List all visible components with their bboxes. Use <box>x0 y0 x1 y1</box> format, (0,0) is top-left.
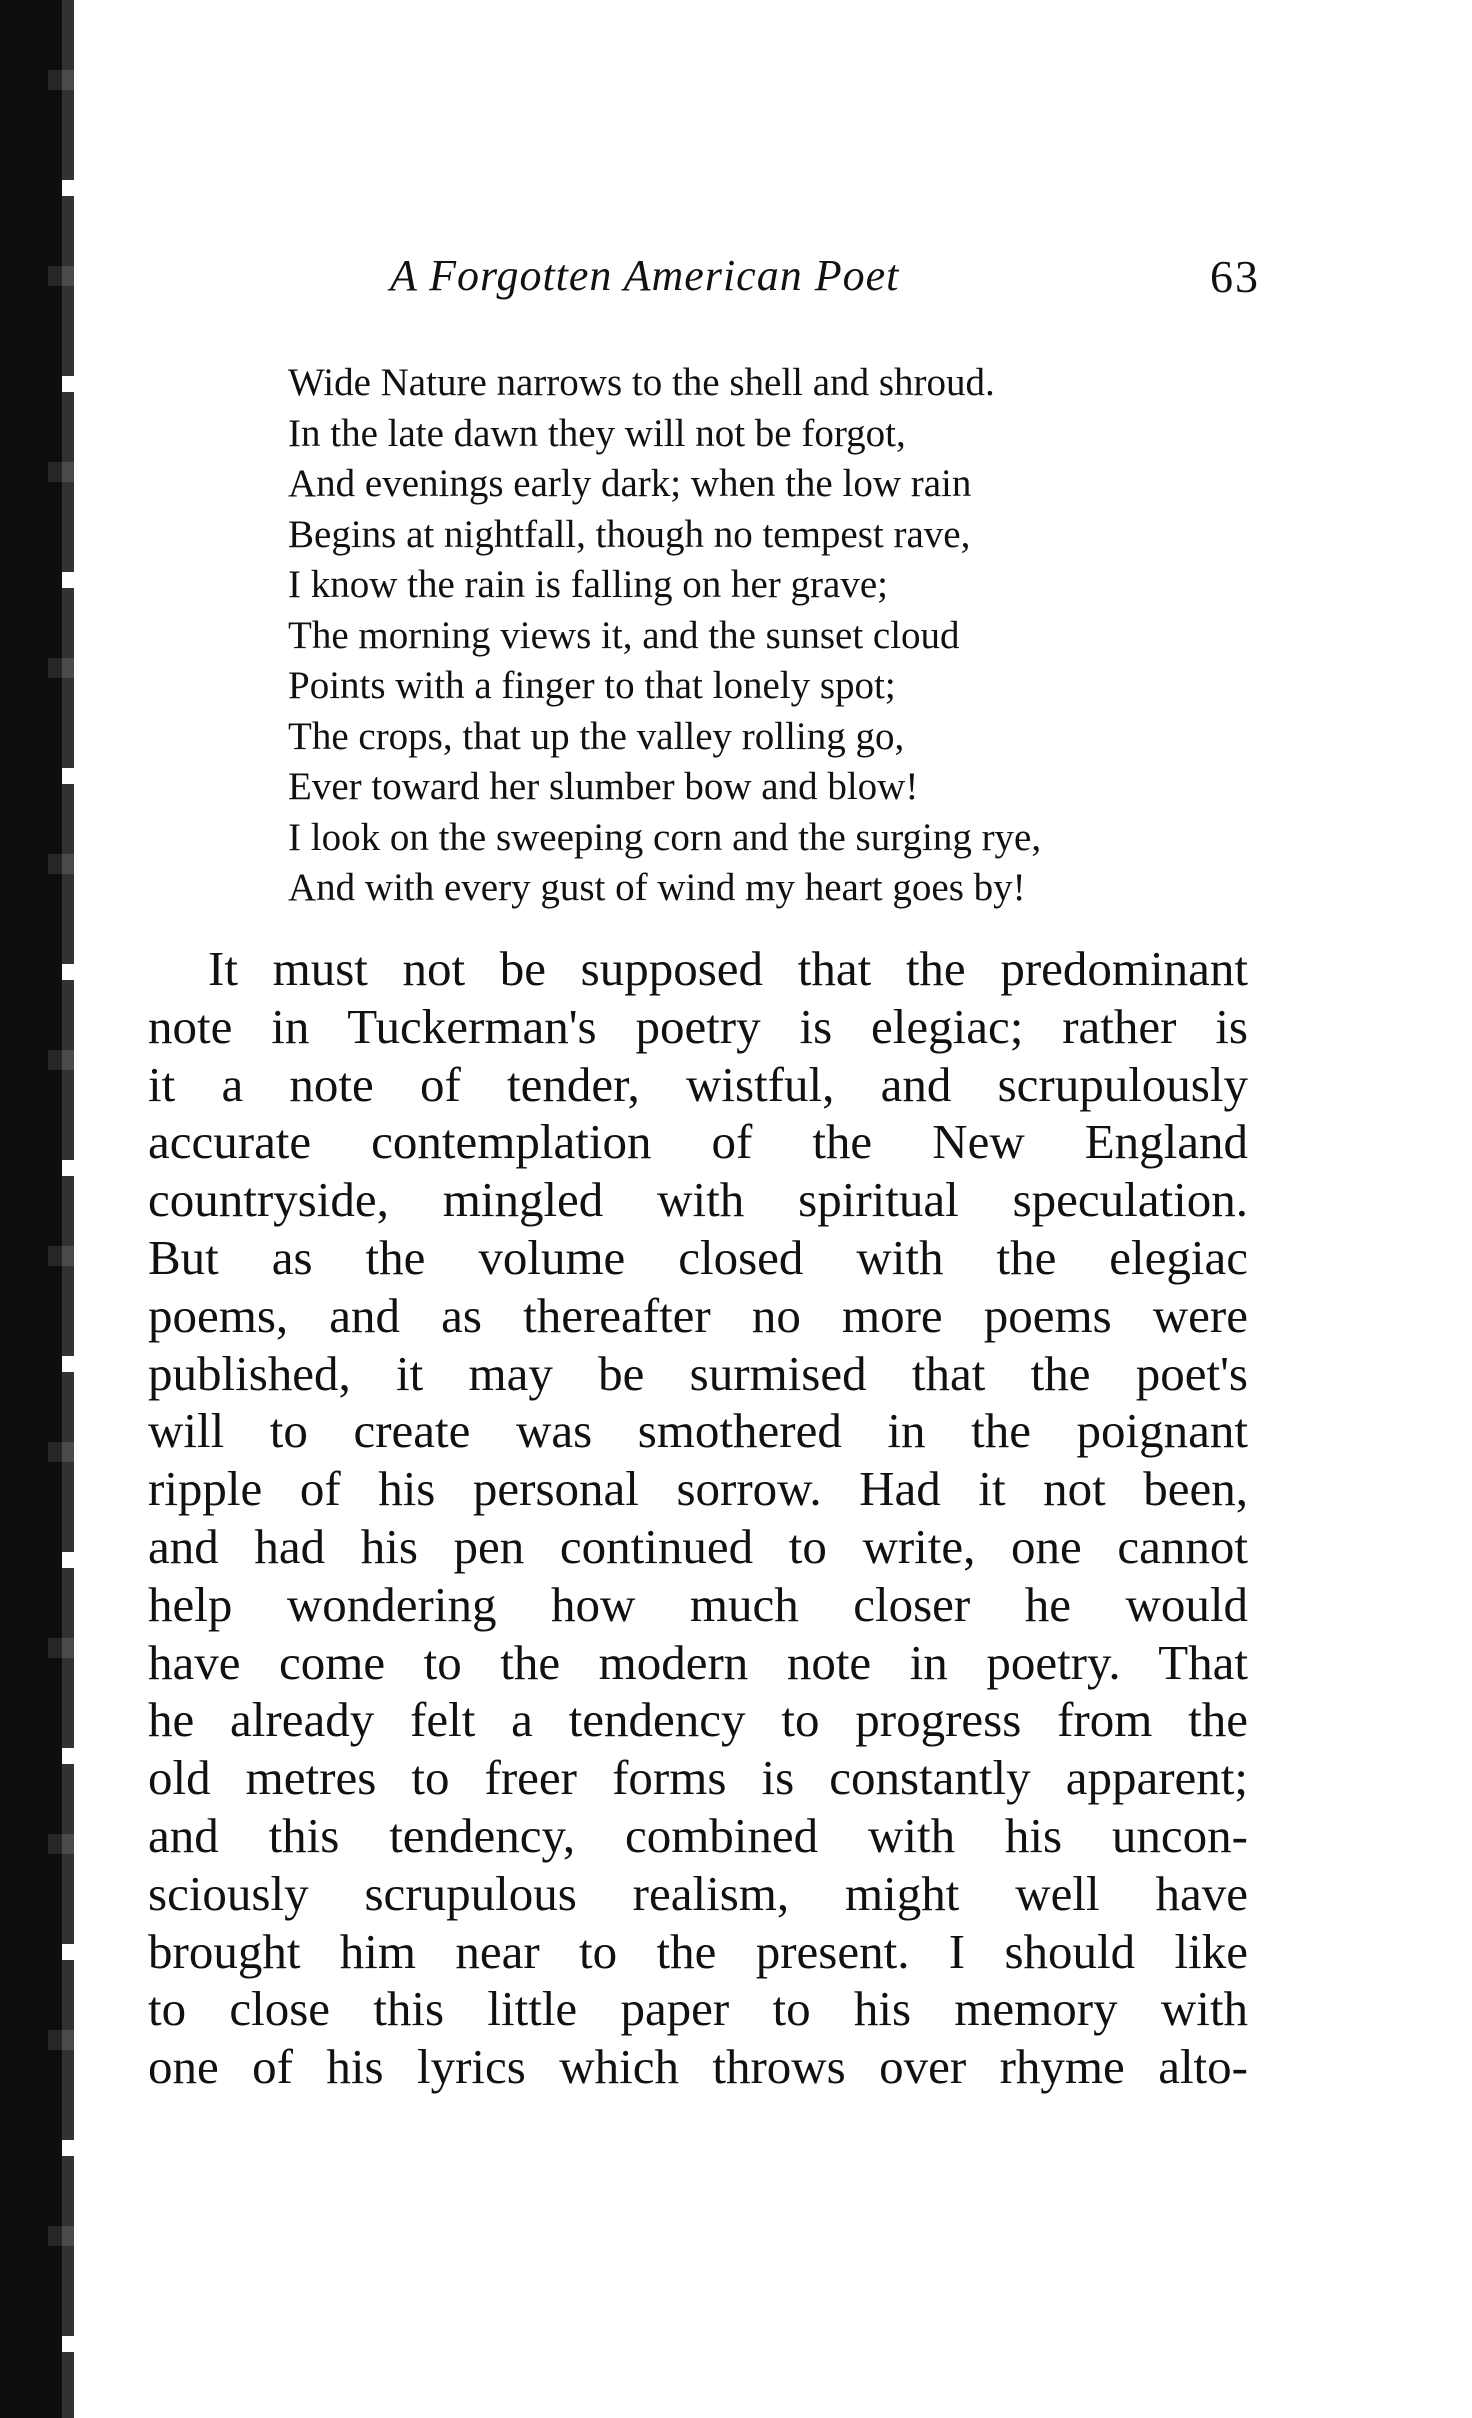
poem-line: The crops, that up the valley rolling go, <box>288 714 905 758</box>
paragraph-line: have come to the modern note in poetry. That <box>148 1634 1248 1690</box>
page-number: 63 <box>1210 251 1260 302</box>
poem-line: Begins at nightfall, though no tempest rave, <box>288 512 971 556</box>
poem-line: Points with a finger to that lonely spot; <box>288 664 896 707</box>
poem-line: I know the rain is falling on her grave; <box>288 563 888 606</box>
paragraph-line: and this tendency, combined with his uncon- <box>148 1807 1248 1863</box>
paragraph-line: note in Tuckerman's poetry is elegiac; rather is <box>148 998 1248 1054</box>
poem-line: In the late dawn they will not be forgot, <box>288 411 906 455</box>
paragraph-line: he already felt a tendency to progress from the <box>148 1692 1248 1748</box>
poem-line: And with every gust of wind my heart goes by! <box>288 866 1026 909</box>
poem-line: The morning views it, and the sunset cloud <box>288 613 960 657</box>
paragraph-line: accurate contemplation of the New England <box>148 1114 1248 1170</box>
poem-line: And evenings early dark; when the low rain <box>288 462 972 505</box>
paragraph-line: poems, and as thereafter no more poems were <box>148 1287 1248 1343</box>
paragraph-line: old metres to freer forms is constantly apparent; <box>148 1750 1248 1806</box>
paragraph-line: brought him near to the present. I should like <box>148 1923 1248 1979</box>
poem-line: Ever toward her slumber bow and blow! <box>288 765 919 808</box>
paragraph-line: to close this little paper to his memory with <box>148 1981 1248 2037</box>
running-title: A Forgotten American Poet <box>390 251 900 300</box>
paragraph-line: one of his lyrics which throws over rhyme alto- <box>148 2039 1248 2095</box>
running-head <box>390 250 1260 320</box>
paragraph-line: help wondering how much closer he would <box>148 1576 1248 1632</box>
paragraph-line: countryside, mingled with spiritual speculation. <box>148 1172 1248 1228</box>
poem-line: I look on the sweeping corn and the surging rye, <box>288 815 1042 859</box>
paragraph-line: published, it may be surmised that the poet's <box>148 1345 1248 1401</box>
body-paragraph <box>148 940 1248 2096</box>
paragraph-line: sciously scrupulous realism, might well have <box>148 1865 1248 1921</box>
poem-stanza <box>288 358 1328 914</box>
poem-line: Wide Nature narrows to the shell and shroud. <box>288 361 995 404</box>
paragraph-line: it a note of tender, wistful, and scrupulously <box>148 1056 1248 1112</box>
paragraph-line: will to create was smothered in the poignant <box>148 1403 1248 1459</box>
paragraph-line: It must not be supposed that the predominant <box>208 941 1248 996</box>
paragraph-line: ripple of his personal sorrow. Had it not been, <box>148 1461 1248 1517</box>
paragraph-line: and had his pen continued to write, one cannot <box>148 1518 1248 1574</box>
paragraph-line: But as the volume closed with the elegiac <box>148 1229 1248 1285</box>
